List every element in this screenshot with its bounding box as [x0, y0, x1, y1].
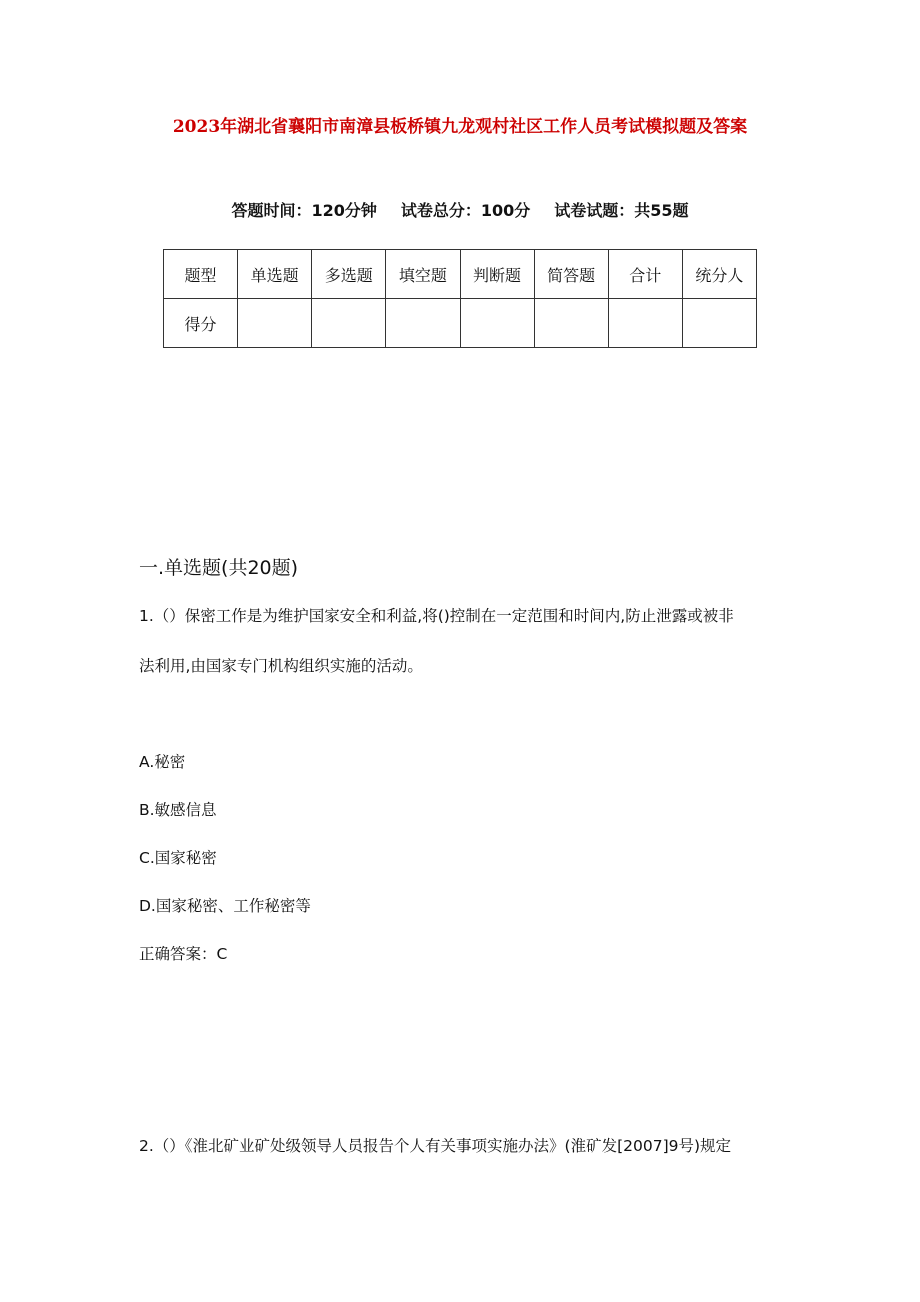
document-title: 2023年湖北省襄阳市南漳县板桥镇九龙观村社区工作人员考试模拟题及答案: [172, 117, 748, 137]
score-cell: [312, 299, 386, 348]
score-table-header-cell: 题型: [164, 250, 238, 299]
score-row-label: 得分: [164, 299, 238, 348]
question-2-line-1: 2.（）《淮北矿业矿处级领导人员报告个人有关事项实施办法》(淮矿发[2007]9号)规定: [139, 1137, 732, 1155]
score-table-header-cell: 填空题: [386, 250, 460, 299]
exam-total-score: 试卷总分：100分: [400, 201, 531, 220]
score-cell: [238, 299, 312, 348]
exam-time: 答题时间：120分钟: [231, 201, 377, 220]
score-table-header-cell: 合计: [608, 250, 682, 299]
question-1-answer: 正确答案：C: [139, 945, 228, 963]
question-1-line-2: 法利用,由国家专门机构组织实施的活动。: [139, 657, 423, 675]
question-1-option-d: D.国家秘密、工作秘密等: [139, 897, 311, 915]
question-1-option-c: C.国家秘密: [139, 849, 217, 867]
score-cell: [460, 299, 534, 348]
score-cell: [608, 299, 682, 348]
score-table-header-cell: 单选题: [238, 250, 312, 299]
question-1-option-b: B.敏感信息: [139, 801, 217, 819]
score-table-header-cell: 简答题: [534, 250, 608, 299]
score-table-score-row: [164, 299, 757, 348]
score-table-header-cell: 多选题: [312, 250, 386, 299]
score-table-header-cell: 统分人: [682, 250, 756, 299]
section-heading: 一.单选题(共20题): [139, 557, 299, 579]
exam-meta: [0, 198, 920, 221]
question-1-line-1: 1.（）保密工作是为维护国家安全和利益,将()控制在一定范围和时间内,防止泄露或被非: [139, 607, 734, 625]
score-table-header-cell: 判断题: [460, 250, 534, 299]
question-1-option-a: A.秘密: [139, 753, 186, 771]
score-table-header-row: [164, 250, 757, 299]
score-table: [163, 249, 757, 348]
score-cell: [534, 299, 608, 348]
exam-question-count: 试卷试题：共55题: [554, 201, 689, 220]
score-cell: [386, 299, 460, 348]
score-cell: [682, 299, 756, 348]
